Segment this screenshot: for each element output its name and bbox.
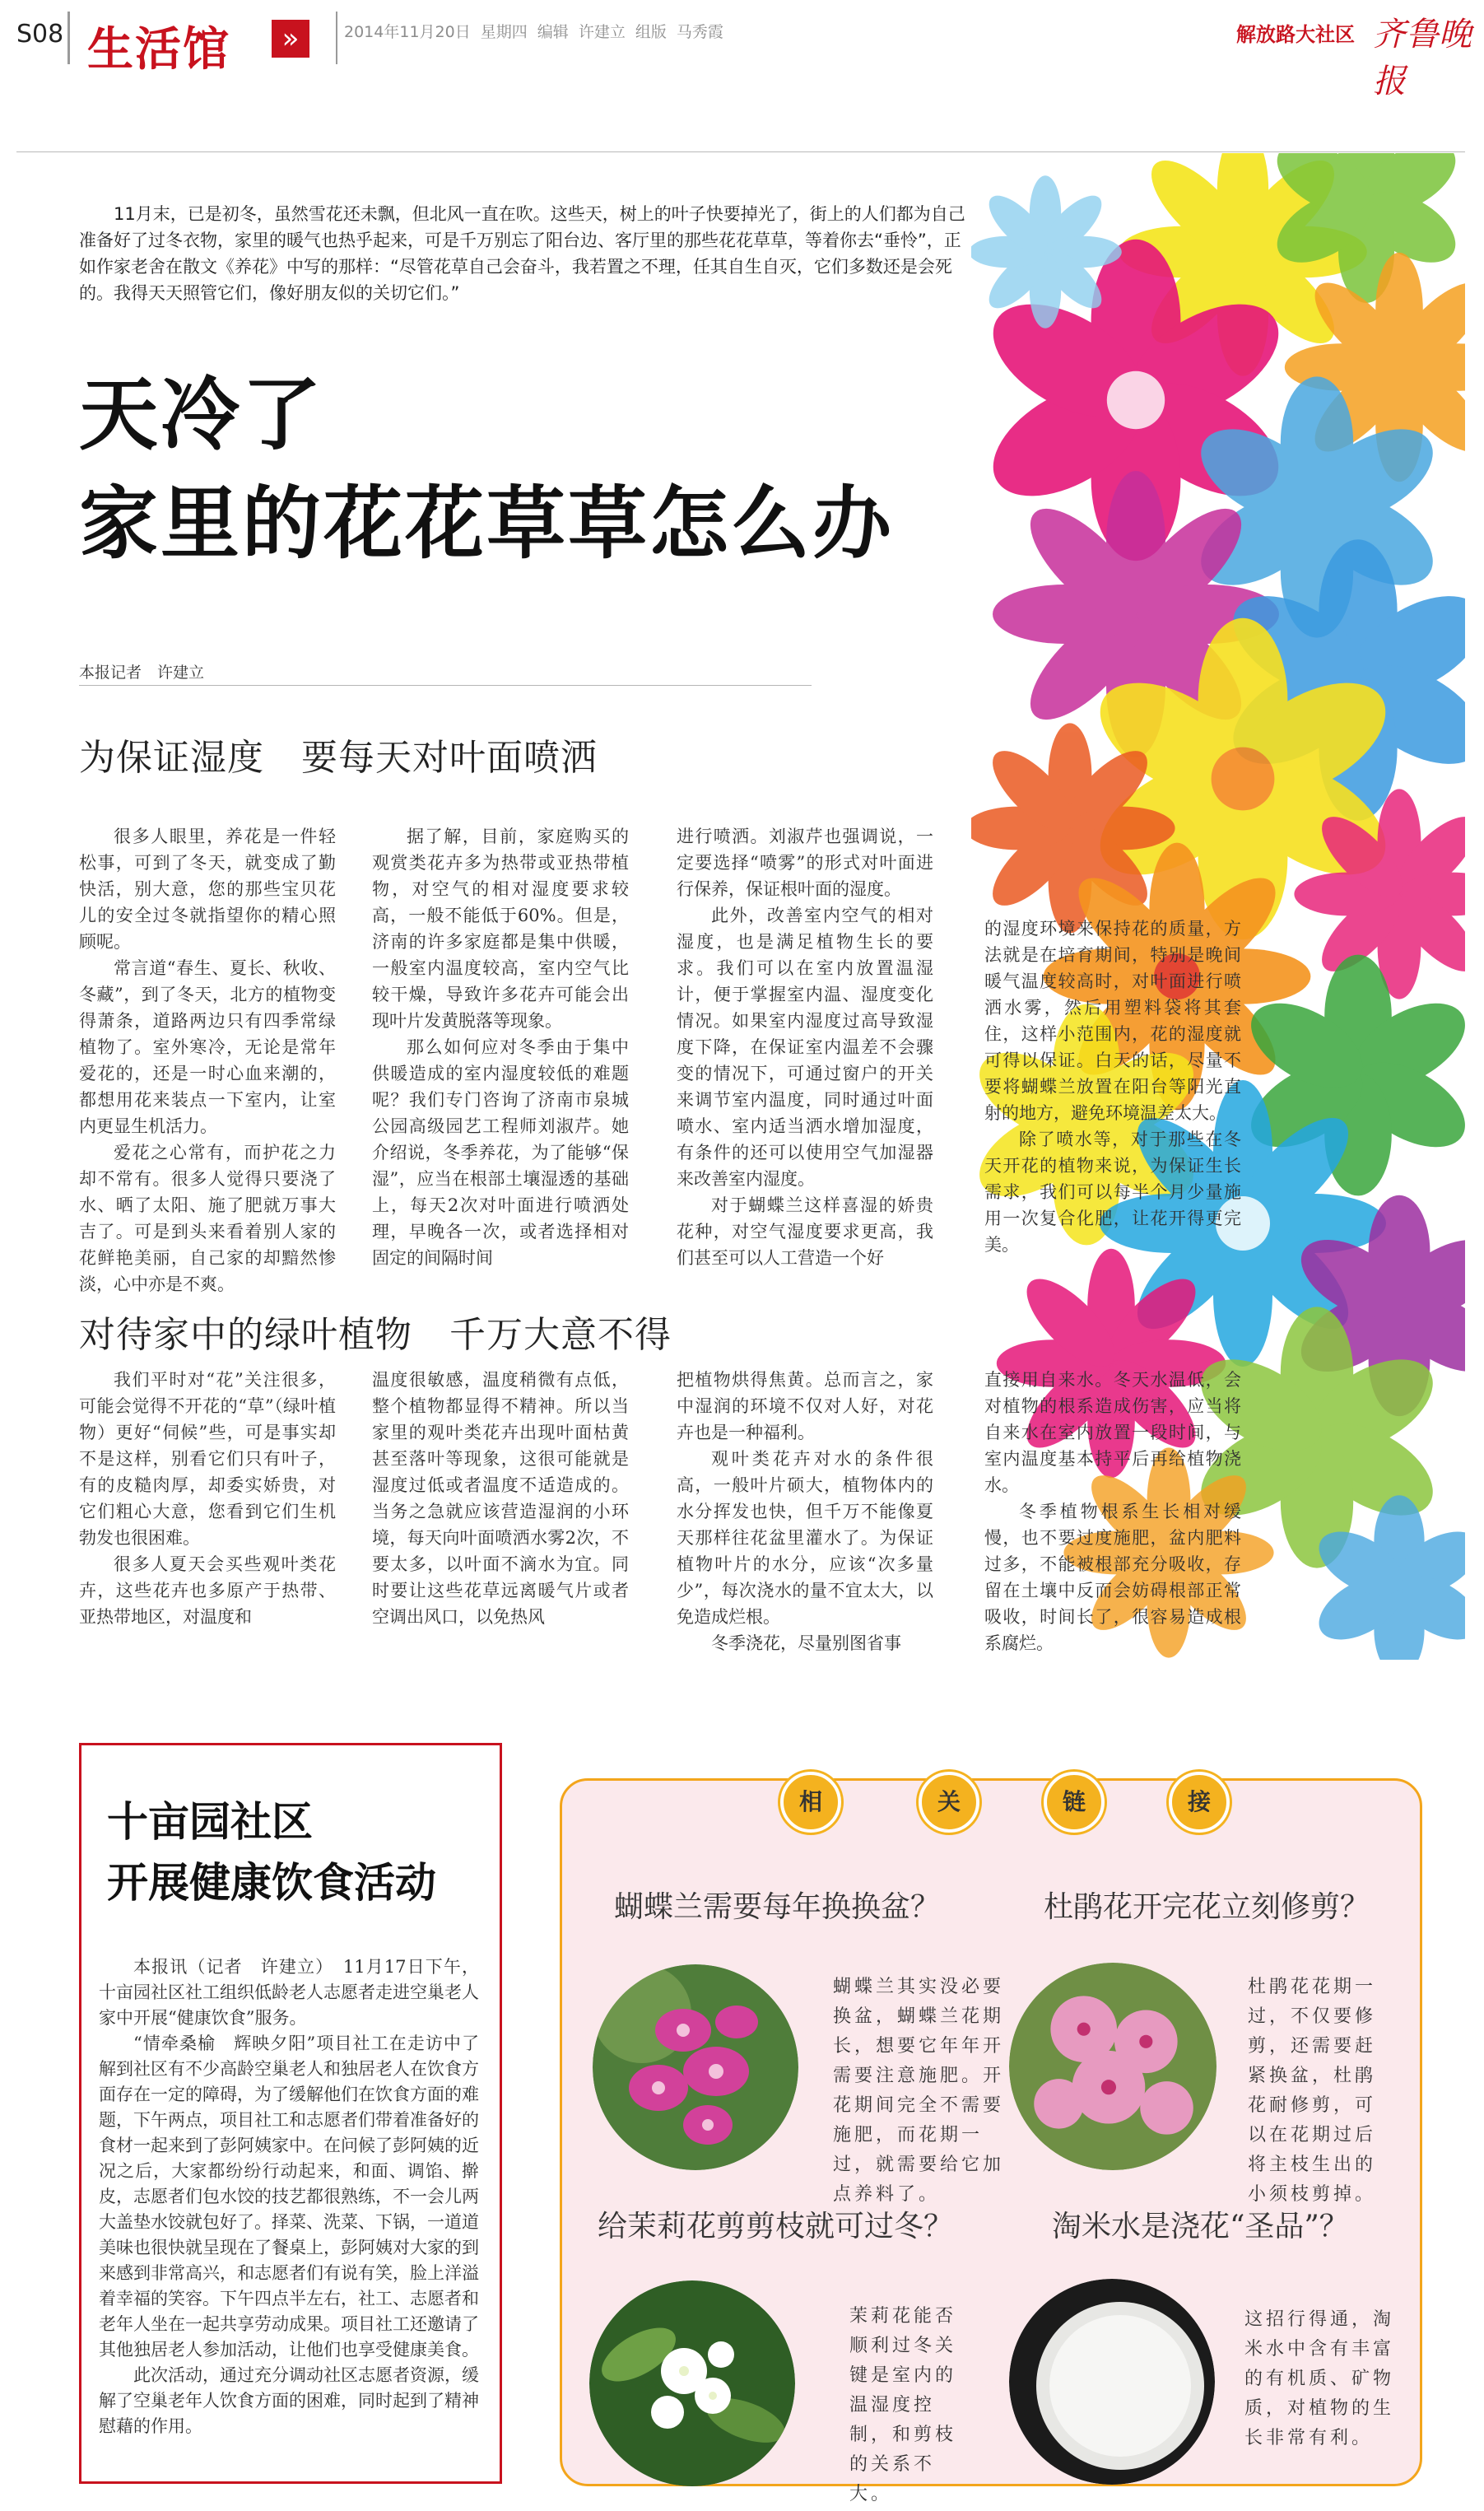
issue-meta: 2014年11月20日 星期四 编辑 许建立 组版 马秀霞 bbox=[344, 23, 723, 41]
community-title-line-1: 十亩园社区 bbox=[107, 1798, 313, 1846]
headline-line-1: 天冷了 bbox=[79, 369, 323, 461]
paragraph: 很多人夏天会买些观叶类花卉，这些花卉也多原产于热带、亚热带地区，对温度和 bbox=[79, 1554, 336, 1627]
article-column bbox=[984, 915, 1241, 1258]
paragraph: “情牵桑榆 辉映夕阳”项目社工在走访中了解到社区有不少高龄空巢老人和独居老人在饮食方面存在一定的障碍，为了缓解他们在饮食方面的难题，下午两点，项目社工和志愿者们带着准备好的食材一起来到了彭阿姨家中。在问候了彭阿姨的近况之后，大家都纷纷行动起来，和面、调馅、擀皮，志愿者们包水饺的技艺都很熟练，不一会儿两大盖垫水饺就包好了。择菜、洗菜、下锅，一道道美味也很快就呈现在了餐桌上，彭阿姨对大家的到来感到非常高兴，和志愿者们有说有笑，脸上洋溢着幸福的笑容。下午四点半左右，社工、志愿者和老年人坐在一起共享劳动成果。项目社工还邀请了其他独居老人参加活动，让他们也享受健康美食。 bbox=[99, 2033, 479, 2360]
article-column bbox=[79, 1367, 336, 1630]
qa-body-orchid: 蝴蝶兰其实没必要换盆，蝴蝶兰花期长，想要它年年开需要注意施肥。开花期间完全不需要施肥，而花期一过，就需要给它加点养料了。 bbox=[833, 1977, 1005, 2205]
related-badge: 相 bbox=[780, 1772, 841, 1833]
article-headline bbox=[79, 361, 894, 578]
azalea-photo bbox=[1009, 1963, 1217, 2170]
subhead-humidity: 为保证湿度 要每天对叶面喷洒 bbox=[79, 737, 598, 779]
article-column bbox=[79, 823, 336, 1297]
paragraph: 除了喷水等，对于那些在冬天开花的植物来说，为保证生长需求，我们可以每半个月少量施用一次复合化肥，让花开得更完美。 bbox=[984, 1130, 1241, 1255]
qa-title-orchid: 蝴蝶兰需要每年换换盆？ bbox=[614, 1890, 941, 1924]
paragraph: 冬季植物根系生长相对缓慢，也不要过度施肥，盆内肥料过多，不能被根部充分吸收，存留在土壤中反而会妨碍根部正常吸收，时间长了，很容易造成根系腐烂。 bbox=[984, 1502, 1241, 1653]
section-arrow-icon: » bbox=[272, 20, 309, 58]
community-label: 解放路大社区 bbox=[1236, 23, 1355, 46]
paragraph: 据了解，目前，家庭购买的观赏类花卉多为热带或亚热带植物，对空气的相对湿度要求较高，一般不能低于60%。但是，济南的许多家庭都是集中供暖，一般室内温度较高，室内空气比较干燥，导致许多花卉可能会出现叶片发黄脱落等现象。 bbox=[372, 827, 629, 1031]
qa-body-azalea: 杜鹃花花期一过，不仅要修剪，还需要赶紧换盆，杜鹃花耐修剪，可以在花期过后将主枝生出的小须枝剪掉。 bbox=[1248, 1977, 1377, 2205]
newspaper-logo: 齐鲁晚报 bbox=[1373, 16, 1472, 100]
paragraph: 对于蝴蝶兰这样喜湿的娇贵花种，对空气湿度要求更高，我们甚至可以人工营造一个好 bbox=[677, 1195, 933, 1268]
section-name: 生活馆 bbox=[87, 22, 230, 77]
paragraph: 进行喷洒。刘淑芹也强调说，一定要选择“喷雾”的形式对叶面进行保养，保证根叶面的湿度。 bbox=[677, 827, 933, 899]
paragraph: 把植物烘得焦黄。总而言之，家中湿润的环境不仅对人好，对花卉也是一种福利。 bbox=[677, 1370, 933, 1442]
header-rule bbox=[16, 151, 1465, 152]
header-divider bbox=[67, 12, 70, 64]
article-column bbox=[372, 1367, 629, 1630]
paragraph: 那么如何应对冬季由于集中供暖造成的室内湿度较低的难题呢？我们专门咨询了济南市泉城公园高级园艺工程师刘淑芹。她介绍说，冬季养花，为了能够“保湿”，应当在根部土壤湿透的基础上，每天2次对叶面进行喷洒处理，早晚各一次，或者选择相对固定的间隔时间 bbox=[372, 1037, 629, 1268]
paragraph: 此次活动，通过充分调动社区志愿者资源，缓解了空巢老年人饮食方面的困难，同时起到了精神慰藉的作用。 bbox=[99, 2365, 479, 2436]
paragraph: 很多人眼里，养花是一件轻松事，可到了冬天，就变成了勤快活，别大意，您的那些宝贝花儿的安全过冬就指望你的精心照顾呢。 bbox=[79, 827, 336, 952]
rice-water-photo bbox=[1009, 2279, 1215, 2485]
related-badge: 接 bbox=[1169, 1772, 1230, 1833]
article-column bbox=[677, 823, 933, 1271]
paragraph: 本报讯（记者 许建立） 11月17日下午，十亩园社区社工组织低龄老人志愿者走进空巢老人家中开展“健康饮食”服务。 bbox=[99, 1957, 479, 2028]
qa-body-jasmine: 茉莉花能否顺利过冬关键是室内的温湿度控制，和剪枝的关系不大。 bbox=[849, 2306, 957, 2504]
community-news-body bbox=[99, 1954, 479, 2439]
jasmine-photo bbox=[589, 2280, 795, 2486]
qa-title-jasmine: 给茉莉花剪剪枝就可过冬？ bbox=[598, 2210, 954, 2243]
qa-title-rice-water: 淘米水是浇花“圣品”？ bbox=[1052, 2210, 1349, 2243]
paragraph: 爱花之心常有，而护花之力却不常有。很多人觉得只要浇了水、晒了太阳、施了肥就万事大吉了。可是到头来看着别人家的花鲜艳美丽，自己家的却黯然惨淡，心中亦是不爽。 bbox=[79, 1143, 336, 1294]
subhead-foliage-plants: 对待家中的绿叶植物 千万大意不得 bbox=[79, 1314, 672, 1356]
paragraph: 冬季浇花，尽量别图省事 bbox=[711, 1633, 901, 1653]
community-title-line-2: 开展健康饮食活动 bbox=[107, 1859, 436, 1907]
header-divider bbox=[336, 12, 337, 64]
article-column bbox=[677, 1367, 933, 1656]
paragraph: 的湿度环境来保持花的质量，方法就是在培育期间，特别是晚间暖气温度较高时，对叶面进行喷洒水雾，然后用塑料袋将其套住，这样小范围内，花的湿度就可得以保证。白天的话，尽量不要将蝴蝶兰放置在阳台等阳光直射的地方，避免环境温差太大。 bbox=[984, 919, 1241, 1123]
related-badge: 关 bbox=[919, 1772, 979, 1833]
headline-line-2: 家里的花花草草怎么办 bbox=[79, 478, 894, 570]
related-badge: 链 bbox=[1044, 1772, 1105, 1833]
qa-body-rice-water: 这招行得通，淘米水中含有丰富的有机质、矿物质，对植物的生长非常有利。 bbox=[1244, 2309, 1395, 2448]
paragraph: 观叶类花卉对水的条件很高，一般叶片硕大，植物体内的水分挥发也快，但千万不能像夏天那样往花盆里灌水了。为保证植物叶片的水分，应该“次多量少”，每次浇水的量不宜太大，以免造成烂根。 bbox=[677, 1449, 933, 1627]
byline-rule bbox=[79, 685, 812, 686]
community-news-title bbox=[107, 1791, 436, 1913]
orchid-photo bbox=[593, 1964, 798, 2170]
byline: 本报记者 许建立 bbox=[79, 664, 205, 682]
paragraph: 我们平时对“花”关注很多，可能会觉得不开花的“草”（绿叶植物）更好“伺候”些，可是事实却不是这样，别看它们只有叶子，有的皮糙肉厚，却委实娇贵，对它们粗心大意，您看到它们生机勃发也很困难。 bbox=[79, 1370, 336, 1548]
article-lead: 11月末，已是初冬，虽然雪花还未飘，但北风一直在吹。这些天，树上的叶子快要掉光了，街上的人们都为自己准备好了过冬衣物，家里的暖气也热乎起来，可是千万别忘了阳台边、客厅里的那些花花草草，等着你去“垂怜”，正如作家老舍在散文《养花》中写的那样：“尽管花草自己会奋斗，我若置之不理，任其自生自灭，它们多数还是会死的。我得天天照管它们，像好朋友似的关切它们。” bbox=[79, 204, 965, 303]
paragraph: 常言道“春生、夏长、秋收、冬藏”，到了冬天，北方的植物变得萧条，道路两边只有四季常绿植物了。室外寒冷，无论是常年爱花的，还是一时心血来潮的，都想用花来装点一下室内，让室内更显生机活力。 bbox=[79, 958, 336, 1136]
paragraph: 此外，改善室内空气的相对湿度，也是满足植物生长的要求。我们可以在室内放置温湿计，便于掌握室内温、湿度变化情况。如果室内湿度过高导致湿度下降，在保证室内温差不会骤变的情况下，可通过窗户的开关来调节室内温度，同时通过叶面喷水、室内适当洒水增加湿度，有条件的还可以使用空气加湿器来改善室内湿度。 bbox=[677, 906, 933, 1189]
article-column bbox=[984, 1367, 1241, 1656]
paragraph: 温度很敏感，温度稍微有点低，整个植物都显得不精神。所以当家里的观叶类花卉出现叶面枯黄甚至落叶等现象，这很可能就是湿度过低或者温度不适造成的。当务之急就应该营造湿润的小环境，每天向叶面喷洒水雾2次，不要太多，以叶面不滴水为宜。同时要让这些花草远离暖气片或者空调出风口，以免热风 bbox=[372, 1370, 629, 1627]
page-number: S08 bbox=[16, 20, 64, 49]
article-column bbox=[372, 823, 629, 1271]
paragraph: 直接用自来水。冬天水温低，会对植物的根系造成伤害，应当将自来水在室内放置一段时间，与室内温度基本持平后再给植物浇水。 bbox=[984, 1370, 1241, 1495]
qa-title-azalea: 杜鹃花开完花立刻修剪？ bbox=[1044, 1890, 1370, 1924]
